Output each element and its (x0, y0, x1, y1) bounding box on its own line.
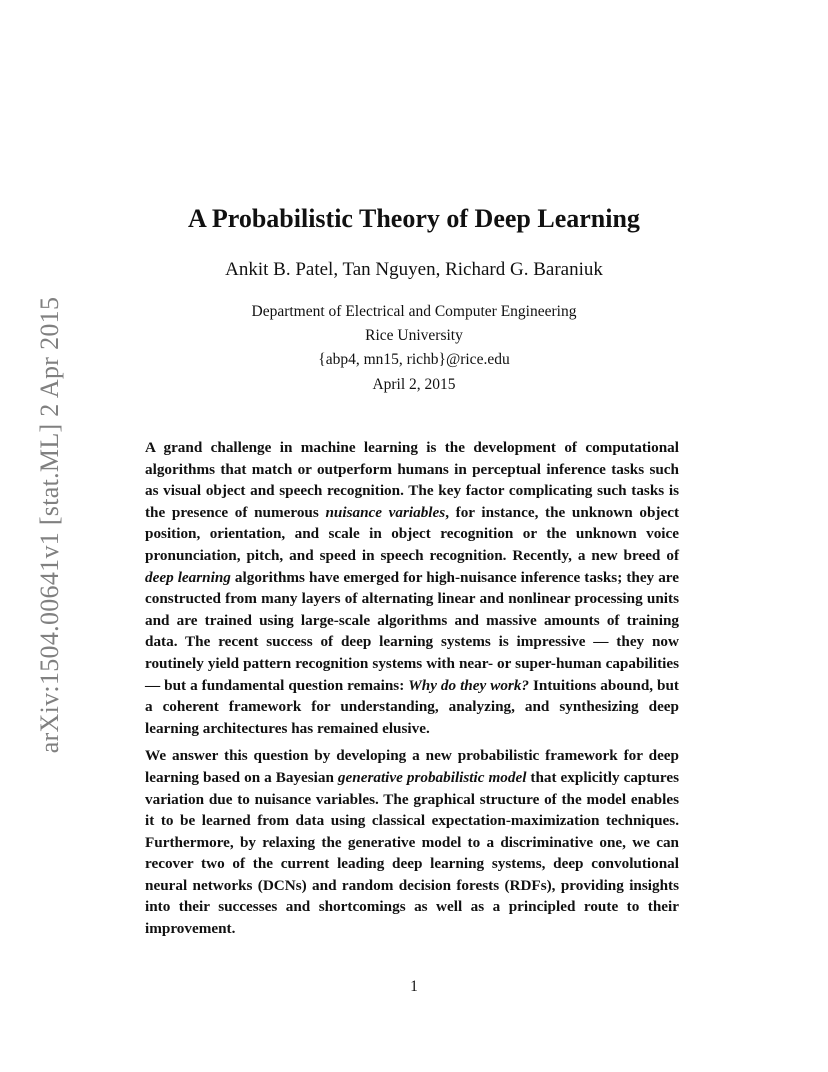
emphasis-deep-learning: deep learning (145, 568, 231, 586)
affiliation-university: Rice University (365, 327, 463, 344)
arxiv-identifier: arXiv:1504.00641v1 [stat.ML] 2 Apr 2015 (35, 296, 64, 754)
abstract-text: Intuitions abound, but a coherent framework for understanding, analyzing, and synthesizing deep learning architectures has remained elusive. (145, 676, 679, 737)
affiliation-department: Department of Electrical and Computer Engineering (251, 303, 577, 320)
abstract-text: , for instance, the unknown object position, orientation, and scale in object recognition or the unknown voice pronunciation, pitch, and speed in speech recognition. Recently, a new breed of (145, 503, 679, 564)
author-list: Ankit B. Patel, Tan Nguyen, Richard G. Baraniuk (225, 259, 603, 280)
author-emails: {abp4, mn15, richb}@rice.edu (318, 351, 510, 368)
emphasis-generative-probabilistic-model: generative probabilistic model (337, 768, 527, 786)
abstract-text: algorithms have emerged for high-nuisance inference tasks; they are constructed from many layers of alternating linear and nonlinear processing units and are trained using large-scale algorithms and massive amounts of training data. The recent success of deep learning systems is impressive — they now routinely yield pattern recognition systems with near- or super-human capabilities — but a fundamental question remains: (145, 568, 679, 694)
abstract-text: We answer this question by developing a new probabilistic framework for deep learning based on a Bayesian (145, 747, 679, 786)
abstract-text: A grand challenge in machine learning is the development of computational algorithms that match or outperform humans in perceptual inference tasks such as visual object and speech recognition. The key factor complicating such tasks is the presence of numerous (145, 439, 679, 521)
abstract-paragraph-1 (145, 437, 679, 739)
paper-title: A Probabilistic Theory of Deep Learning (188, 204, 640, 233)
page-number: 1 (410, 978, 418, 995)
abstract-paragraph-2 (145, 745, 679, 939)
abstract-text: that explicitly captures variation due to nuisance variables. The graphical structure of the model enables it to be learned from data using classical expectation-maximization techniques. Furthermore, by relaxing the generative model to a discriminative one, we can recover two of the current leading deep learning systems, deep convolutional neural networks (DCNs) and random decision forests (RDFs), providing insights into their successes and shortcomings as well as a principled route to their improvement. (145, 768, 679, 938)
abstract (145, 437, 679, 940)
emphasis-nuisance-variables: nuisance variables (325, 503, 446, 521)
paper-date: April 2, 2015 (372, 376, 456, 393)
emphasis-why-do-they-work: Why do they work? (408, 676, 530, 694)
